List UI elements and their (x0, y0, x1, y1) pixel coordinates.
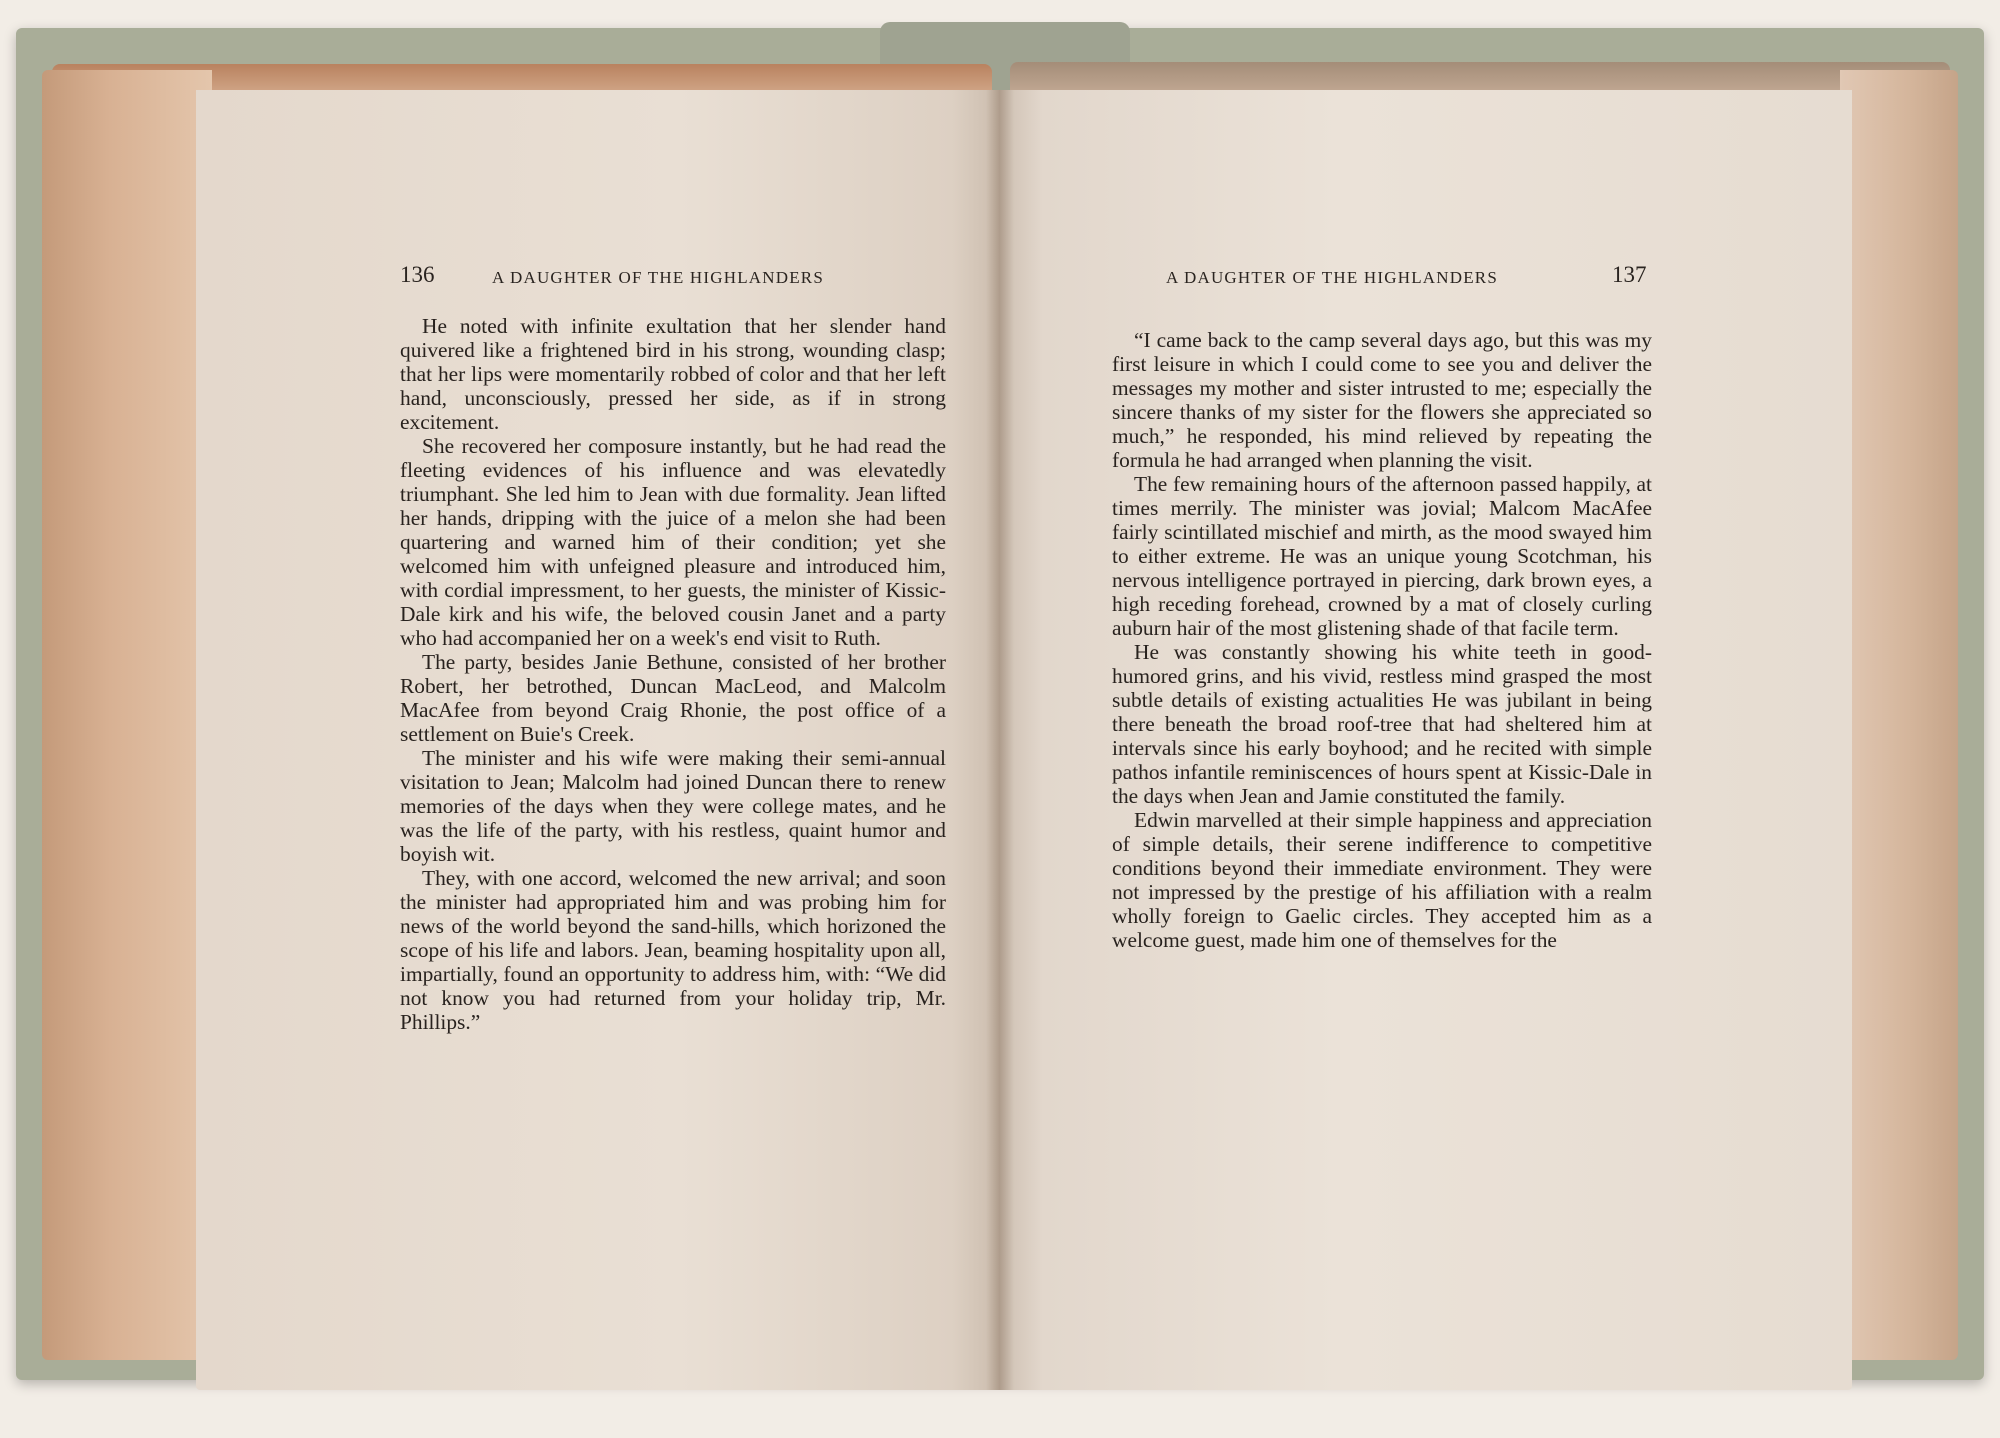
page-number-left: 136 (400, 262, 435, 287)
paragraph: Edwin marvelled at their simple happiness and appreciation of simple details, their serene indifference to competitive conditions beyond their immediate environment. They were not impressed by the prestige of his affiliation with a realm wholly foreign to Gaelic circles. They accepted him as a welcome guest, made him one of themselves for the (1112, 808, 1652, 952)
paragraph: The minister and his wife were making their semi-annual visitation to Jean; Malcolm had joined Duncan there to renew memories of the days when they were college mates, and he was the life of the party, with his restless, quaint humor and boyish wit. (400, 746, 946, 866)
running-head-left: A DAUGHTER OF THE HIGHLANDERS (492, 268, 824, 287)
paragraph: He noted with infinite exultation that her slender hand quivered like a frightened bird in his strong, wounding clasp; that her lips were momentarily robbed of color and that her left hand, unconsciously, pressed her side, as if in strong excitement. (400, 314, 946, 434)
paragraph: He was constantly showing his white teeth in good-humored grins, and his vivid, restless mind grasped the most subtle details of existing actualities He was jubilant in being there beneath the broad roof-tree that had sheltered him at intervals since his early boyhood; and he recited with simple pathos infantile reminiscences of hours spent at Kissic-Dale in the days when Jean and Jamie constituted the family. (1112, 640, 1652, 808)
paragraph: “I came back to the camp several days ago, but this was my first leisure in which I could come to see you and deliver the messages my mother and sister intrusted to me; especially the sincere thanks of my sister for the flowers she appreciated so much,” he responded, his mind relieved by repeating the formula he had arranged when planning the visit. (1112, 328, 1652, 472)
paragraph: The few remaining hours of the afternoon passed happily, at times merrily. The minister was jovial; Malcom MacAfee fairly scintillated mischief and mirth, as the mood swayed him to either extreme. He was an unique young Scotchman, his nervous intelligence portrayed in piercing, dark brown eyes, a high receding forehead, crowned by a mat of closely curling auburn hair of the most glistening shade of that facile term. (1112, 472, 1652, 640)
running-head-right: A DAUGHTER OF THE HIGHLANDERS (1166, 268, 1498, 287)
right-page-text (1112, 328, 1652, 952)
page-edges-left (42, 70, 212, 1360)
paragraph: They, with one accord, welcomed the new arrival; and soon the minister had appropriated him and was probing him for news of the world beyond the sand-hills, which horizoned the scope of his life and labors. Jean, beaming hospitality upon all, impartially, found an opportunity to address him, with: “We did not know you had returned from your holiday trip, Mr. Phillips.” (400, 866, 946, 1034)
left-page-text (400, 314, 946, 1034)
page-number-right: 137 (1612, 262, 1647, 287)
paragraph: The party, besides Janie Bethune, consisted of her brother Robert, her betrothed, Duncan MacLeod, and Malcolm MacAfee from beyond Craig Rhonie, the post office of a settlement on Buie's Creek. (400, 650, 946, 746)
book-gutter (986, 90, 1014, 1390)
page-edges-right (1840, 70, 1958, 1360)
paragraph: She recovered her composure instantly, but he had read the fleeting evidences of his influence and was elevatedly triumphant. She led him to Jean with due formality. Jean lifted her hands, dripping with the juice of a melon she had been quartering and warned him of their condition; yet she welcomed him with unfeigned pleasure and introduced him, with cordial impressment, to her guests, the minister of Kissic-Dale kirk and his wife, the beloved cousin Janet and a party who had accompanied her on a week's end visit to Ruth. (400, 434, 946, 650)
